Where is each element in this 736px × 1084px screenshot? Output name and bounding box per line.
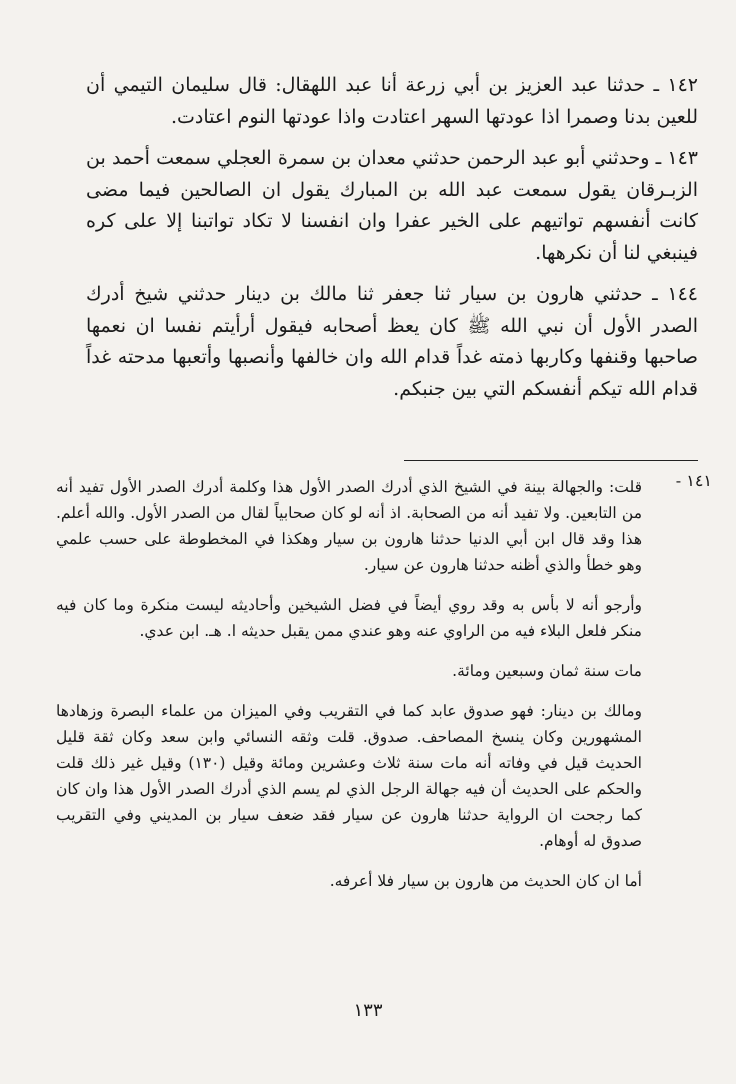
hadith-142: ١٤٢ ـ حدثنا عبد العزيز بن أبي زرعة أنا عبد اللهقال: قال سليمان التيمي أن للعين بدنا وصمرا اذا عودتها السهر اعتادت واذا عودتها النوم اعتادت. [86,74,698,128]
main-text [86,70,698,405]
hadith-144: ١٤٤ ـ حدثني هارون بن سيار ثنا جعفر ثنا مالك بن دينار حدثني شيخ أدرك الصدر الأول أن نبي الله ﷺ كان يعظ أصحابه فيقول أرأيتم نفسا ان نعمها صاحبها وقنفها وكاربها ذمته غداً قدام الله وان خالفها وأنصبها وأتعبها مدحته غداً قدام الله تيكم أنفسكم التي بين جنبكم. [86,283,698,400]
footnote-paragraph: مات سنة ثمان وسبعين ومائة. [452,662,642,680]
footnote-paragraph: وأرجو أنه لا بأس به وقد روي أيضاً في فضل الشيخين وأحاديثه ليست منكرة وما كان فيه منكر فلعل البلاء فيه من الراوي عنه وهو عندي ممن يقبل حديثه ا. هـ. ابن عدي. [56,596,642,640]
footnote-divider [404,460,698,461]
footnote-marker: ١٤١ - [675,471,712,490]
footnote-paragraph: ومالك بن دينار: فهو صدوق عابد كما في التقريب وفي الميزان من علماء البصرة وزهادها المشهورين وكان ينسخ المصاحف. صدوق. قلت وثقه النسائي وابن سعد وكان ثقة قليل الحديث قيل في وفاته أنه مات سنة ثلاث وعشرين ومائة وقيل (١٣٠) وقيل غير ذلك قلت والحكم على الحديث أن فيه جهالة الرجل الذي لم يسم الذي أدرك الصدر الأول هذا وان كان كما رجحت ان الرواية حدثنا هارون عن سيار فقد ضعف سيار بن المديني وفي التقريب صدوق له أوهام. [56,702,642,850]
footnote-paragraph: قلت: والجهالة بينة في الشيخ الذي أدرك الصدر الأول هذا وكلمة أدرك الصدر الأول تفيد أنه من التابعين. ولا تفيد أنه من الصحابة. اذ أنه لو كان صحابياً لقال من الصدر الأول. والله أعلم. هذا وقد قال ابن أبي الدنيا حدثنا هارون بن سيار وهكذا في المخطوطة على حسب علمي وهو خطأ والذي أظنه حدثنا هارون عن سيار. [56,478,642,574]
footnote-paragraph: أما ان كان الحديث من هارون بن سيار فلا أعرفه. [329,872,642,890]
footnotes [56,474,642,894]
hadith-143: ١٤٣ ـ وحدثني أبو عبد الرحمن حدثني معدان بن سمرة العجلي سمعت أحمد بن الزبـرقان يقول سمعت عبد الله بن المبارك يقول ان الصالحين فيما مضى كانت أنفسهم تواتيهم على الخير عفرا وان انفسنا لا تكاد تواتبنا إلا على كره فينبغي لنا أن نكرهها. [86,147,698,264]
page-number: ١٣٣ [353,1000,383,1021]
